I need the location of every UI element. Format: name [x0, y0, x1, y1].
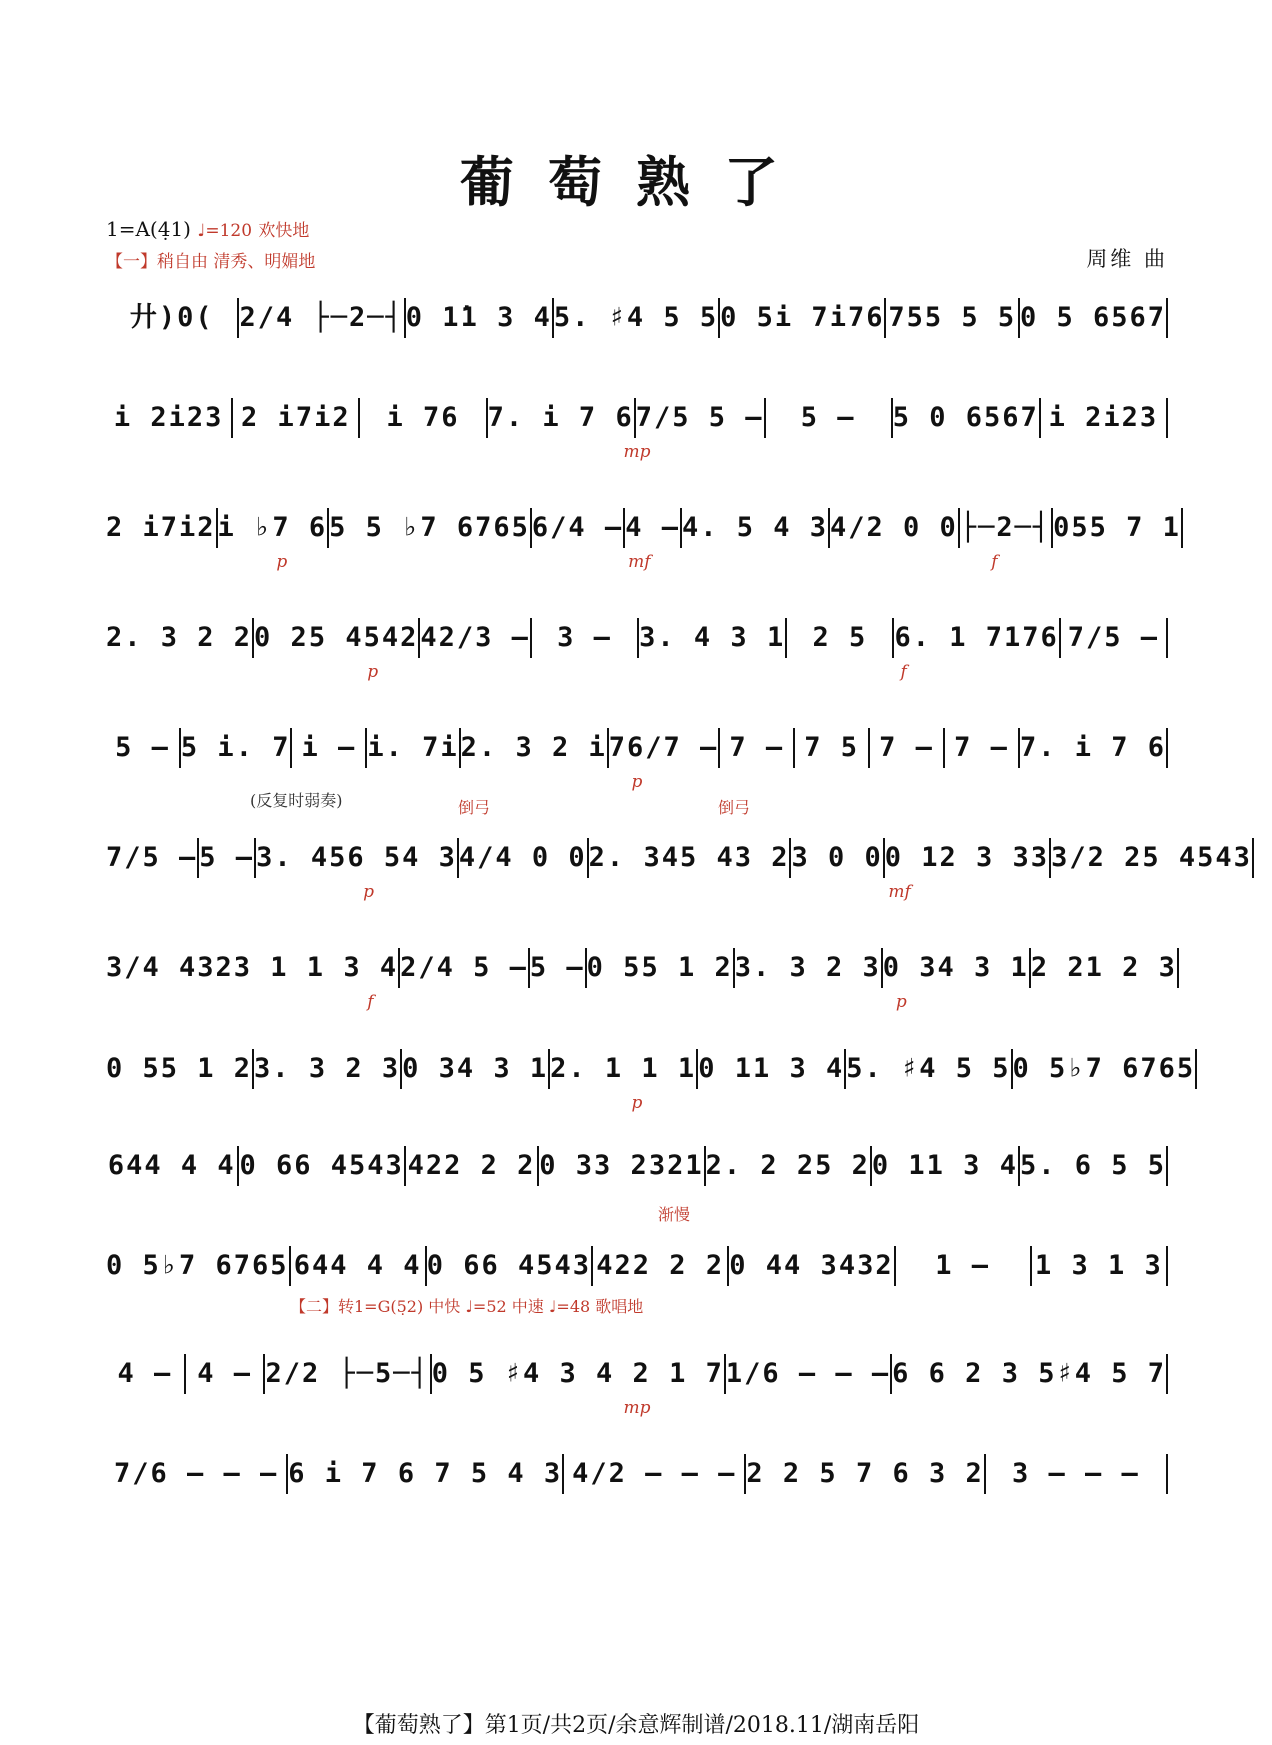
dynamic-mark: p — [363, 882, 375, 902]
reverse-bow-note-2: 倒弓 — [718, 798, 751, 817]
bowing-marks — [106, 366, 1168, 392]
measure: 0 5♭7 6765 — [106, 1250, 289, 1281]
dynamics-line — [106, 992, 1168, 1014]
measure: 4/2 — — — — [572, 1458, 737, 1489]
measure: 0 44 3432 — [729, 1250, 894, 1281]
bowing-marks — [106, 1017, 1168, 1043]
measure: 0 34 3 1 — [402, 1053, 549, 1084]
bowing-marks — [106, 1422, 1168, 1448]
measure: 3. 456 54 3 — [256, 842, 457, 873]
measure: 3 0 0 — [791, 842, 883, 873]
measure: 0 55 1 2 — [106, 1053, 253, 1084]
measure: 6. 1 7176 — [894, 622, 1059, 653]
bowing-marks — [106, 1322, 1168, 1348]
measure: 5. ♯4 5 5 — [553, 302, 719, 333]
page-footer: 【葡萄熟了】第1页/共2页/余意辉制谱/2018.11/湖南岳阳 — [352, 1713, 920, 1738]
measure: 0 55 1 2 — [586, 952, 733, 983]
score-row — [106, 582, 1168, 682]
score-row — [106, 692, 1168, 792]
measure: 644 4 4 — [107, 1150, 236, 1181]
score-row — [106, 1013, 1196, 1113]
dynamics-line — [106, 662, 1168, 684]
measure: 1 3 1 3 — [1035, 1250, 1163, 1281]
measure: 6 i 7 6 7 5 4 3 — [288, 1458, 563, 1489]
notes-line — [106, 508, 1181, 548]
measure: 4/4 0 0 — [458, 842, 587, 873]
dynamic-mark: mp — [623, 1398, 651, 1418]
measure: 7. i 7 6 — [1019, 732, 1166, 763]
tempo-word: 欢快地 — [258, 221, 310, 241]
measure: i ♭7 6 — [217, 512, 328, 543]
measure: 3 — — [557, 622, 612, 653]
score-row — [106, 262, 1168, 342]
measure: 7/5 — — [1067, 622, 1160, 653]
score-row — [106, 1318, 1168, 1418]
measure: 2 i7i2 — [241, 402, 351, 433]
measure: 3. 3 2 3 — [254, 1053, 401, 1084]
bowing-marks — [106, 806, 1168, 832]
measure: 4/2 0 0 — [830, 512, 958, 543]
measure: 3. 3 2 3 — [734, 952, 881, 983]
measure: 5 — — [529, 952, 585, 983]
tempo-mark: ♩=120 — [197, 221, 253, 241]
dynamic-mark: p — [367, 662, 379, 682]
dynamic-mark: p — [895, 992, 907, 1012]
measure: 7. i 7 6 — [487, 402, 634, 433]
key-tempo-line — [106, 216, 309, 241]
measure: i — — [301, 732, 357, 763]
measure: i. 7i — [367, 732, 459, 763]
dynamic-mark: p — [631, 772, 643, 792]
section-one-heading: 【一】稍自由 清秀、明媚地 — [106, 252, 316, 272]
measure: 4. 5 4 3 — [681, 512, 829, 543]
measure: 2 2 5 7 6 3 2 — [746, 1458, 984, 1489]
key-signature: 1=A(4̣1) — [106, 217, 191, 241]
measure: 0 34 3 1 — [882, 952, 1029, 983]
dynamics-line — [106, 882, 1168, 904]
measure: i 2i23 — [1048, 402, 1159, 433]
section-two-heading: 【二】转1=G(5̣2) 中快 ♩=52 中速 ♩=48 歌唱地 — [290, 1297, 644, 1316]
measure: 0 25 4542 — [254, 622, 419, 653]
measure: 755 5 5 — [888, 302, 1017, 333]
piece-title: 葡萄熟了 — [460, 150, 812, 214]
bowing-marks — [106, 476, 1168, 502]
measure: ├─2─┤ — [959, 512, 1052, 543]
measure: 0 5♭7 6765 — [1012, 1053, 1196, 1084]
score-row — [106, 1418, 1168, 1498]
measure: 4 — — [117, 1358, 173, 1389]
score-row — [106, 1210, 1168, 1290]
notes-line — [106, 1049, 1196, 1089]
measure: 2 5 — [812, 622, 868, 653]
bowing-marks — [106, 1214, 1168, 1240]
measure: 1 — — [935, 1250, 991, 1281]
bar-line — [1177, 948, 1179, 988]
bar-line — [1166, 1454, 1168, 1494]
score-row — [106, 1110, 1168, 1190]
notes-line — [106, 728, 1168, 768]
measure: 廾)0( — [129, 302, 214, 333]
measure: 2. 1 1 1 — [550, 1053, 697, 1084]
measure: 6/4 — — [531, 512, 624, 543]
measure: 5. 6 5 5 — [1019, 1150, 1166, 1181]
notes-line — [106, 1454, 1168, 1494]
measure: 2. 2 25 2 — [705, 1150, 870, 1181]
measure: 2 i7i2 — [106, 512, 216, 543]
dynamic-mark: f — [367, 992, 374, 1012]
measure: 7 5 — [804, 732, 860, 763]
bowing-marks — [106, 916, 1168, 942]
measure: 76/7 — — [608, 732, 719, 763]
notes-line — [106, 838, 1252, 878]
measure: 2. 3 2 i — [460, 732, 607, 763]
measure: 7 — — [879, 732, 934, 763]
measure: 644 4 4 — [293, 1250, 422, 1281]
score-row — [106, 362, 1168, 462]
bar-line — [1166, 398, 1168, 438]
notes-line — [106, 1354, 1168, 1394]
dynamic-mark: mf — [628, 552, 651, 572]
measure: 1/6 — — — — [725, 1358, 891, 1389]
notes-line — [106, 948, 1177, 988]
bowing-marks — [106, 1114, 1168, 1140]
measure: 2 21 2 3 — [1030, 952, 1177, 983]
score-row — [106, 802, 1252, 902]
notes-line — [106, 298, 1168, 338]
score-row — [106, 912, 1177, 1012]
measure: 5 0 6567 — [892, 402, 1039, 433]
dynamic-mark: mp — [623, 442, 651, 462]
bowing-marks — [106, 266, 1168, 292]
notes-line — [106, 1146, 1168, 1186]
bar-line — [1166, 1146, 1168, 1186]
measure: 2. 3 2 2 — [106, 622, 253, 653]
bar-line — [1166, 728, 1168, 768]
bar-line — [1181, 508, 1183, 548]
notes-line — [106, 1246, 1168, 1286]
measure: 2/2 ├─5─┤ — [265, 1358, 430, 1389]
dynamic-mark: f — [991, 552, 998, 572]
composer: 周维 曲 — [1086, 247, 1168, 271]
measure: 3. 4 3 1 — [639, 622, 786, 653]
notes-line — [106, 618, 1168, 658]
measure: 5. ♯4 5 5 — [846, 1053, 1011, 1084]
repeat-soft-note: (反复时弱奏) — [250, 791, 343, 810]
measure: 422 2 2 — [596, 1250, 725, 1281]
bowing-marks — [106, 586, 1168, 612]
measure: 422 2 2 — [407, 1150, 536, 1181]
measure: 5 — — [800, 402, 856, 433]
measure: 6 6 2 3 5♯4 5 7 — [892, 1358, 1166, 1389]
measure: 2/4 ├─2─┤ — [239, 302, 404, 333]
measure: 5 i. 7 — [180, 732, 291, 763]
ritardando-note: 渐慢 — [658, 1205, 691, 1224]
measure: 0 1̇1 3 4 — [405, 302, 552, 333]
measure: 0 5i 7i76 — [720, 302, 885, 333]
dynamics-line — [106, 1398, 1168, 1420]
measure: 5 5 ♭7 6765 — [329, 512, 530, 543]
measure: 5 — — [199, 842, 255, 873]
measure: i 76 — [386, 402, 460, 433]
measure: 3/2 25 4543 — [1051, 842, 1252, 873]
measure: 0 5 ♯4 3 4 2 1 7 — [431, 1358, 724, 1389]
dynamic-mark: f — [900, 662, 907, 682]
bowing-marks — [106, 696, 1168, 722]
measure: 0 5 6567 — [1019, 302, 1166, 333]
measure: 4 — — [197, 1358, 252, 1389]
reverse-bow-note: 倒弓 — [458, 798, 491, 817]
measure: 0 33 2321 — [539, 1150, 704, 1181]
bar-line — [1166, 1246, 1168, 1286]
dynamics-line — [106, 442, 1168, 464]
measure: 055 7 1 — [1053, 512, 1181, 543]
bar-line — [1166, 298, 1168, 338]
bar-line — [1166, 618, 1168, 658]
measure: 42/3 — — [420, 622, 530, 653]
bar-line — [1195, 1049, 1197, 1089]
dynamics-line — [106, 772, 1168, 794]
measure: 3/4 4323 1 1 3 4 — [106, 952, 399, 983]
dynamic-mark: mf — [888, 882, 911, 902]
measure: 0 66 4543 — [426, 1250, 592, 1281]
measure: 3 — — — — [1011, 1458, 1140, 1489]
measure: 0 66 4543 — [239, 1150, 404, 1181]
measure: 4 — — [625, 512, 680, 543]
dynamic-mark: p — [631, 1093, 643, 1113]
measure: 0 11 3 4 — [871, 1150, 1018, 1181]
measure: 7/6 — — — — [113, 1458, 279, 1489]
bar-line — [1166, 1354, 1168, 1394]
measure: 5 — — [115, 732, 170, 763]
bar-line — [1252, 838, 1254, 878]
measure: 0 12 3 33 — [884, 842, 1050, 873]
measure: 2. 345 43 2 — [588, 842, 790, 873]
measure: 7/5 — — [106, 842, 198, 873]
dynamic-mark: p — [276, 552, 288, 572]
measure: 7 — — [954, 732, 1009, 763]
score-row — [106, 472, 1181, 572]
dynamics-line — [106, 552, 1168, 574]
notes-line — [106, 398, 1168, 438]
measure: 0 11 3 4 — [698, 1053, 845, 1084]
measure: 2/4 5 — — [400, 952, 528, 983]
measure: i 2i23 — [113, 402, 224, 433]
measure: 7 — — [729, 732, 785, 763]
measure: 7/5 5 — — [635, 402, 764, 433]
